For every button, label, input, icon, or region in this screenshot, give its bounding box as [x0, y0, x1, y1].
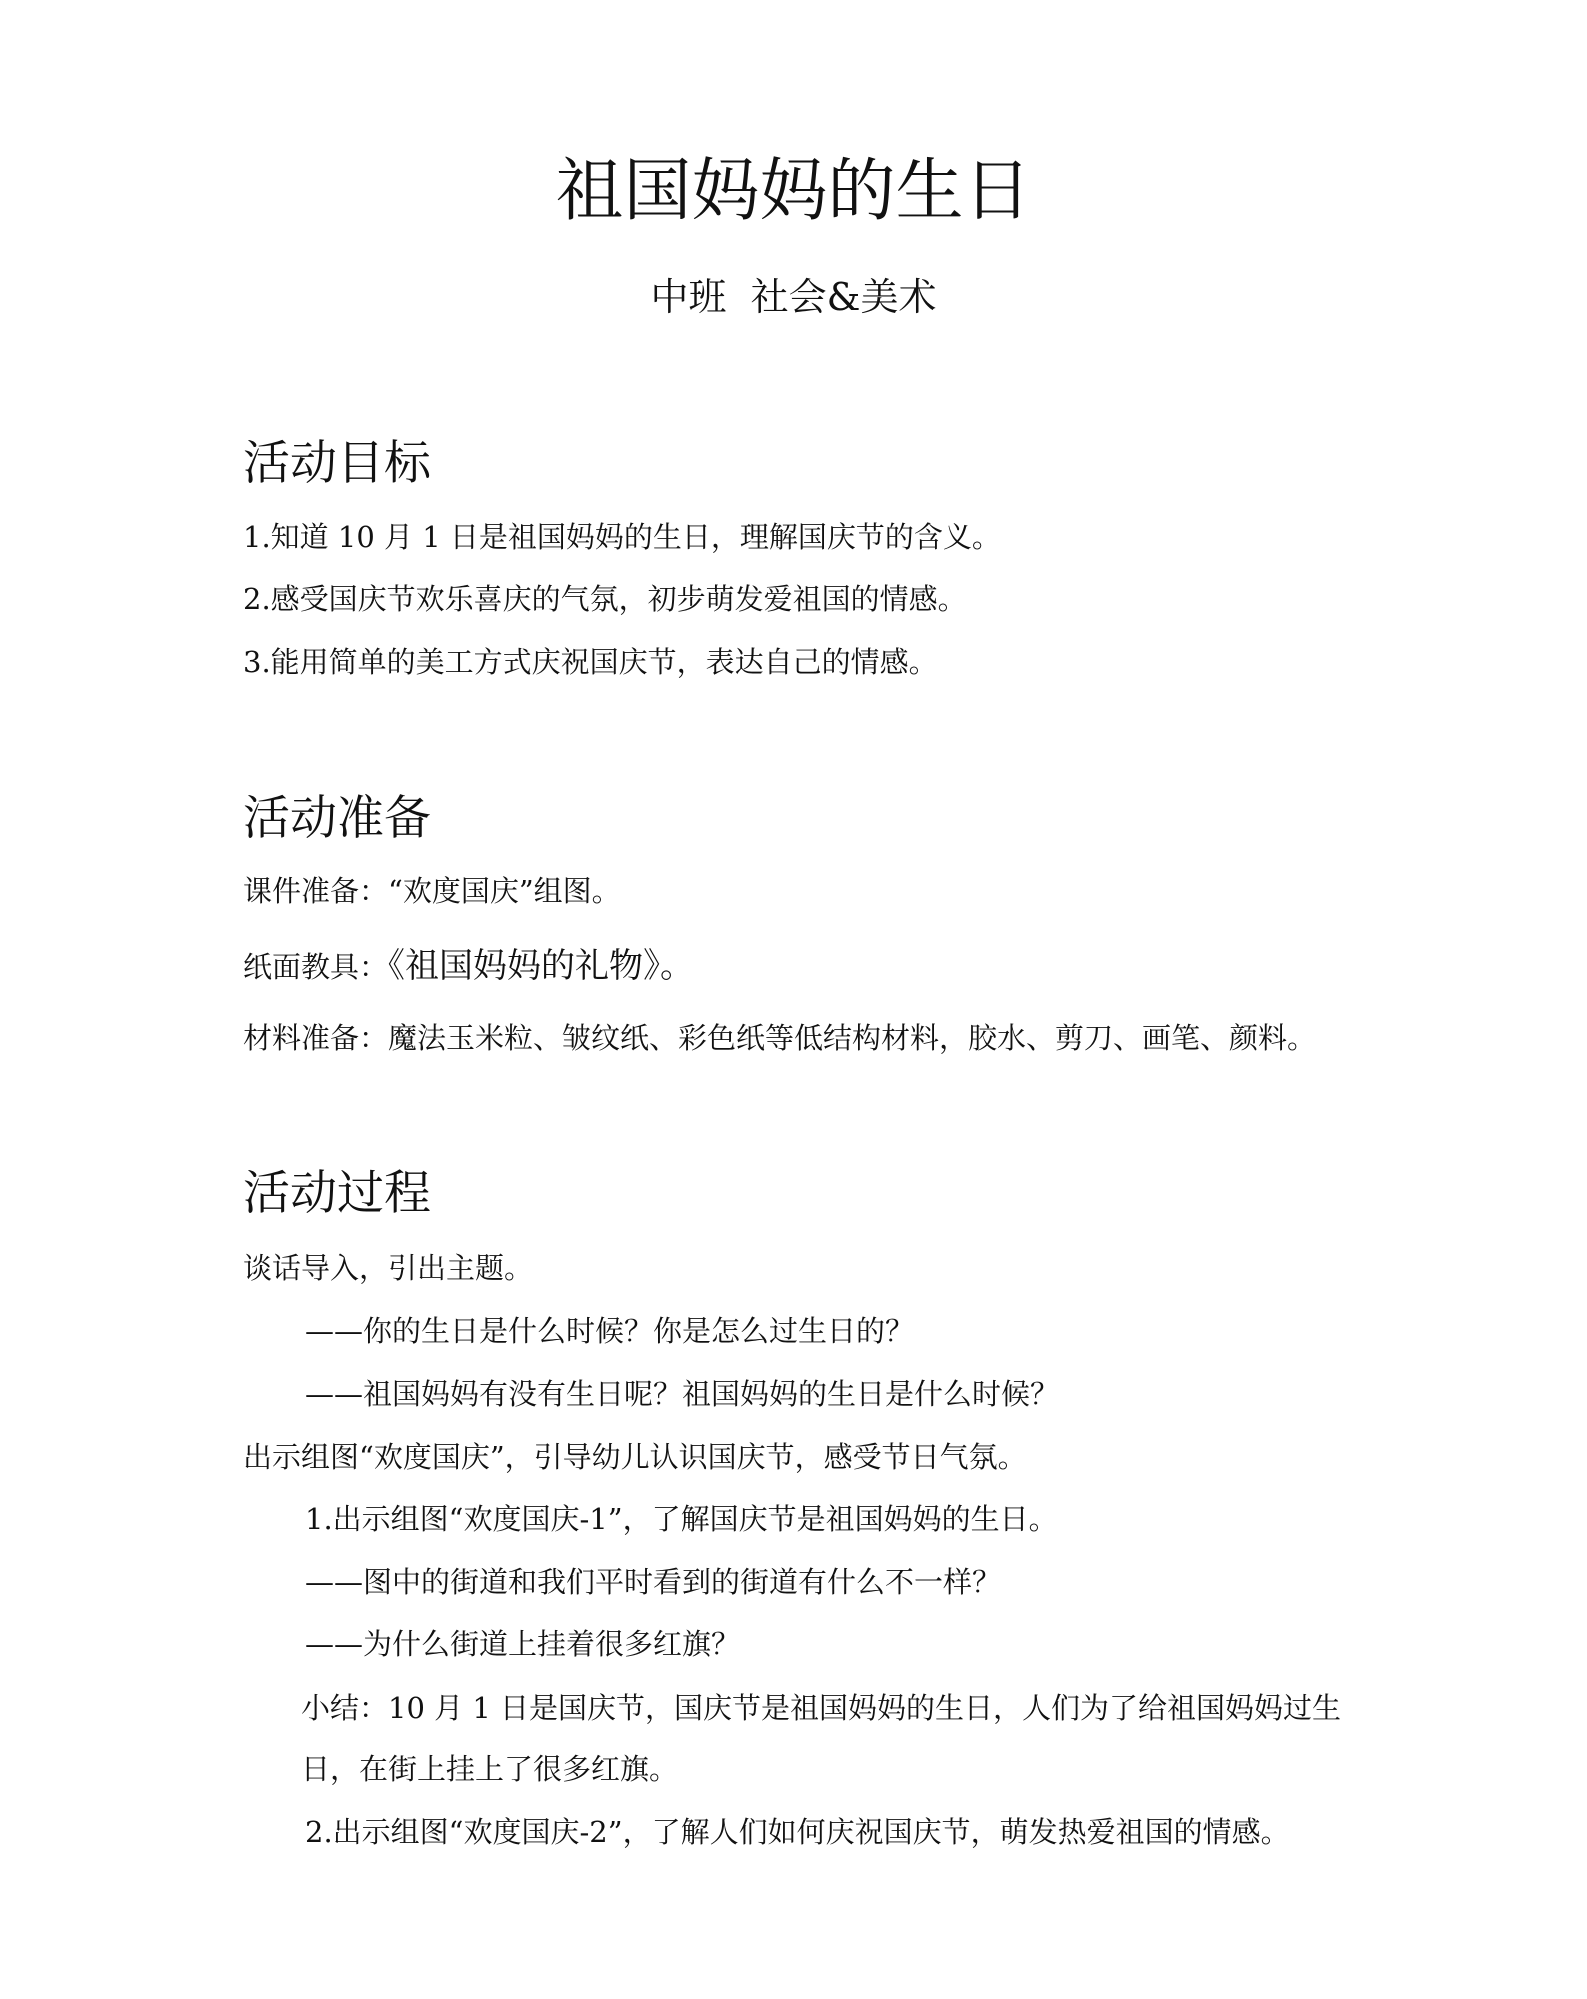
goal-item: 1.知道 10 月 1 日是祖国妈妈的生日，理解国庆节的含义。: [243, 520, 1001, 554]
section-heading-process: 活动过程: [243, 1166, 431, 1221]
process-line: 小结：10 月 1 日是国庆节，国庆节是祖国妈妈的生日，人们为了给祖国妈妈过生: [301, 1691, 1342, 1725]
prep-paper-aids: [243, 946, 695, 986]
document-subtitle: 中班 社会&美术: [650, 275, 937, 319]
process-line: 日，在街上挂上了很多红旗。: [301, 1752, 679, 1786]
process-line: 出示组图“欢度国庆”，引导幼儿认识国庆节，感受节日气氛。: [243, 1440, 1027, 1474]
prep-materials: 材料准备：魔法玉米粒、皱纹纸、彩色纸等低结构材料，胶水、剪刀、画笔、颜料。: [243, 1021, 1317, 1055]
prep-paper-label: 纸面教具：: [243, 950, 389, 984]
process-line: 1.出示组图“欢度国庆-1”，了解国庆节是祖国妈妈的生日。: [305, 1502, 1058, 1536]
process-line: 谈话导入，引出主题。: [243, 1251, 534, 1285]
prep-paper-value: 《祖国妈妈的礼物》。: [388, 946, 695, 986]
goal-item: 3.能用简单的美工方式庆祝国庆节，表达自己的情感。: [243, 645, 938, 679]
document-title: 祖国妈妈的生日: [555, 152, 1032, 231]
process-line: ——祖国妈妈有没有生日呢？祖国妈妈的生日是什么时候？: [305, 1377, 1060, 1411]
process-line: ——为什么街道上挂着很多红旗？: [305, 1627, 741, 1661]
section-heading-prep: 活动准备: [243, 791, 431, 846]
process-line: ——图中的街道和我们平时看到的街道有什么不一样？: [305, 1565, 1002, 1599]
process-line: 2.出示组图“欢度国庆-2”，了解人们如何庆祝国庆节，萌发热爱祖国的情感。: [305, 1815, 1290, 1849]
section-heading-goals: 活动目标: [243, 436, 431, 491]
goal-item: 2.感受国庆节欢乐喜庆的气氛，初步萌发爱祖国的情感。: [243, 582, 967, 616]
prep-courseware: 课件准备：“欢度国庆”组图。: [243, 874, 621, 908]
process-line: ——你的生日是什么时候？你是怎么过生日的？: [305, 1314, 915, 1348]
